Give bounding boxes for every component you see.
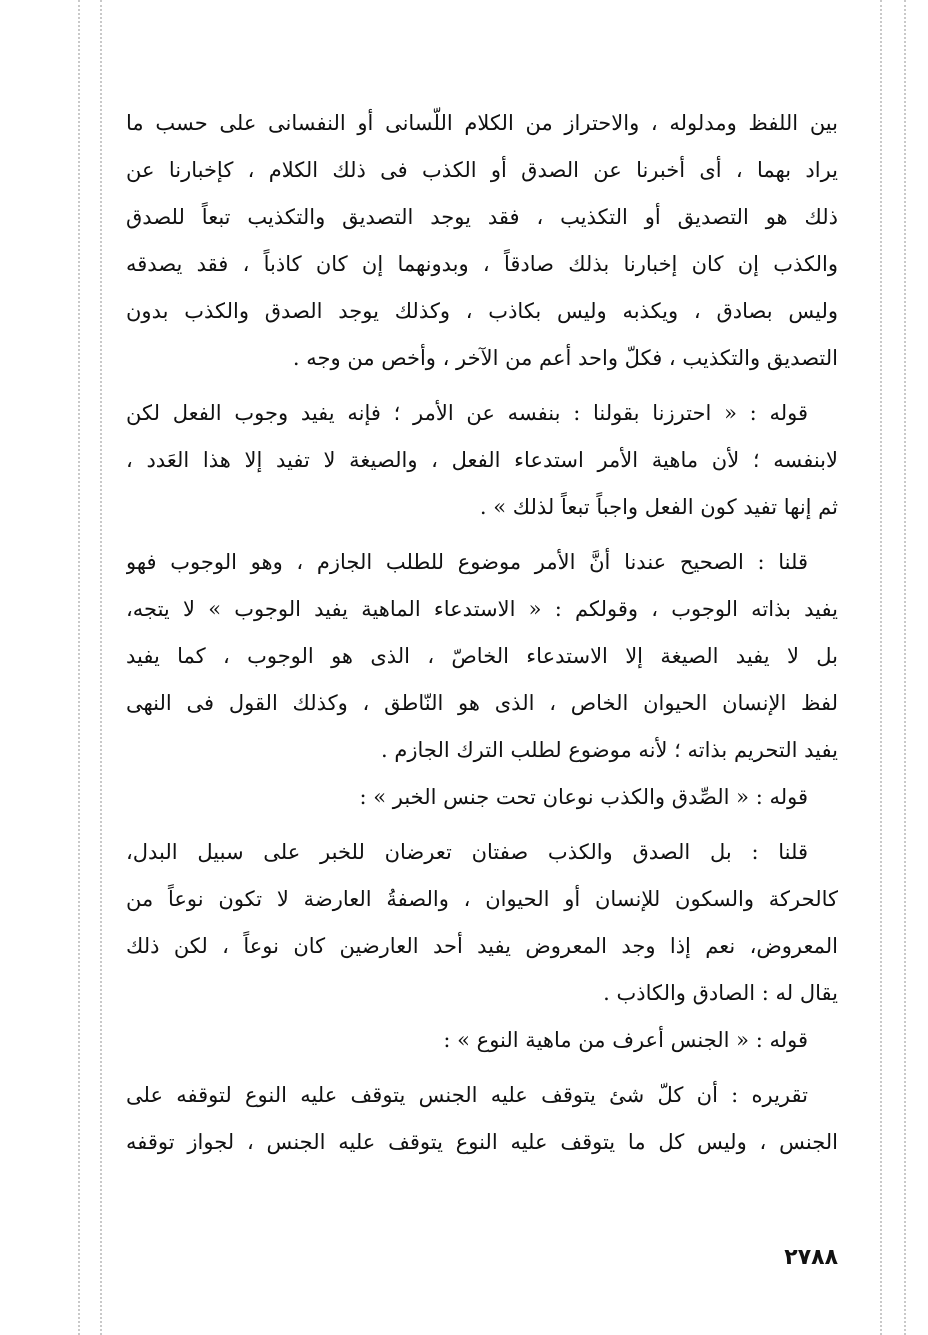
paragraph-2 <box>126 390 838 531</box>
text-line: قلنا : بل الصدق والكذب صفتان تعرضان للخبر على سبيل البدل، <box>126 840 808 864</box>
text-line: كالحركة والسكون للإنسان أو الحيوان ، والصفةُ العارضة لا تكون نوعاً من <box>126 887 838 911</box>
text-line: والكذب إن كان إخبارنا بذلك صادقاً ، وبدونهما إن كان كاذباً ، فقد يصدقه <box>126 252 838 276</box>
text-line: ذلك هو التصديق أو التكذيب ، فقد يوجد التصديق والتكذيب تبعاً للصدق <box>126 205 838 229</box>
text-line: التصديق والتكذيب ، فكلّ واحد أعم من الآخر ، وأخص من وجه . <box>292 346 838 370</box>
page-number: ٢٧٨٨ <box>784 1245 838 1270</box>
text-line: بين اللفظ ومدلوله ، والاحتراز من الكلام اللّسانى أو النفسانى على حسب ما <box>126 111 838 135</box>
text-line: لابنفسه ؛ لأن ماهية الأمر استدعاء الفعل ، والصيغة لا تفيد إلا هذا العَدد ، <box>126 448 838 472</box>
text-line: يراد بهما ، أى أخبرنا عن الصدق أو الكذب فى ذلك الكلام ، كإخبارنا عن <box>126 158 838 182</box>
text-line: قوله : « الصِّدق والكذب نوعان تحت جنس الخبر » : <box>359 785 808 809</box>
text-line: تقريره : أن كلّ شئ يتوقف عليه الجنس يتوقف عليه النوع لتوقفه على <box>126 1083 808 1107</box>
text-line: بل لا يفيد الصيغة إلا الاستدعاء الخاصّ ، الذى هو الوجوب ، كما يفيد <box>126 644 838 668</box>
body-text <box>126 100 838 1166</box>
text-line: وليس بصادق ، ويكذبه وليس بكاذب ، وكذلك يوجد الصدق والكذب بدون <box>126 299 838 323</box>
text-line: لفظ الإنسان الحيوان الخاص ، الذى هو النّاطق ، وكذلك القول فى النهى <box>126 691 838 715</box>
left-margin-dotted-line-inner <box>100 0 102 1335</box>
paragraph-4 <box>126 774 838 821</box>
right-margin-dotted-line-inner <box>880 0 882 1335</box>
paragraph-7 <box>126 1072 838 1166</box>
text-line: الجنس ، وليس كل ما يتوقف عليه النوع يتوقف عليه الجنس ، لجواز توقفه <box>126 1130 838 1154</box>
text-line: قلنا : الصحيح عندنا أنَّ الأمر موضوع للطلب الجازم ، وهو الوجوب فهو <box>126 550 808 574</box>
text-line: ثم إنها تفيد كون الفعل واجباً تبعاً لذلك » . <box>479 495 838 519</box>
text-line: يقال له : الصادق والكاذب . <box>603 981 838 1005</box>
text-line: قوله : « احترزنا بقولنا : بنفسه عن الأمر ؛ فإنه يفيد وجوب الفعل لكن <box>126 401 809 425</box>
paragraph-5 <box>126 829 838 1017</box>
text-line: المعروض، نعم إذا وجد المعروض يفيد أحد العارضين كان نوعاً ، لكن ذلك <box>126 934 838 958</box>
paragraph-6 <box>126 1017 838 1064</box>
right-margin-dotted-line <box>904 0 906 1335</box>
text-line: يفيد بذاته الوجوب ، وقولكم : « الاستدعاء الماهية يفيد الوجوب » لا يتجه، <box>126 597 838 621</box>
paragraph-3 <box>126 539 838 774</box>
text-line: يفيد التحريم بذاته ؛ لأنه موضوع لطلب الترك الجازم . <box>381 738 838 762</box>
paragraph-1 <box>126 100 838 382</box>
left-margin-dotted-line <box>78 0 80 1335</box>
text-line: قوله : « الجنس أعرف من ماهية النوع » : <box>443 1028 808 1052</box>
